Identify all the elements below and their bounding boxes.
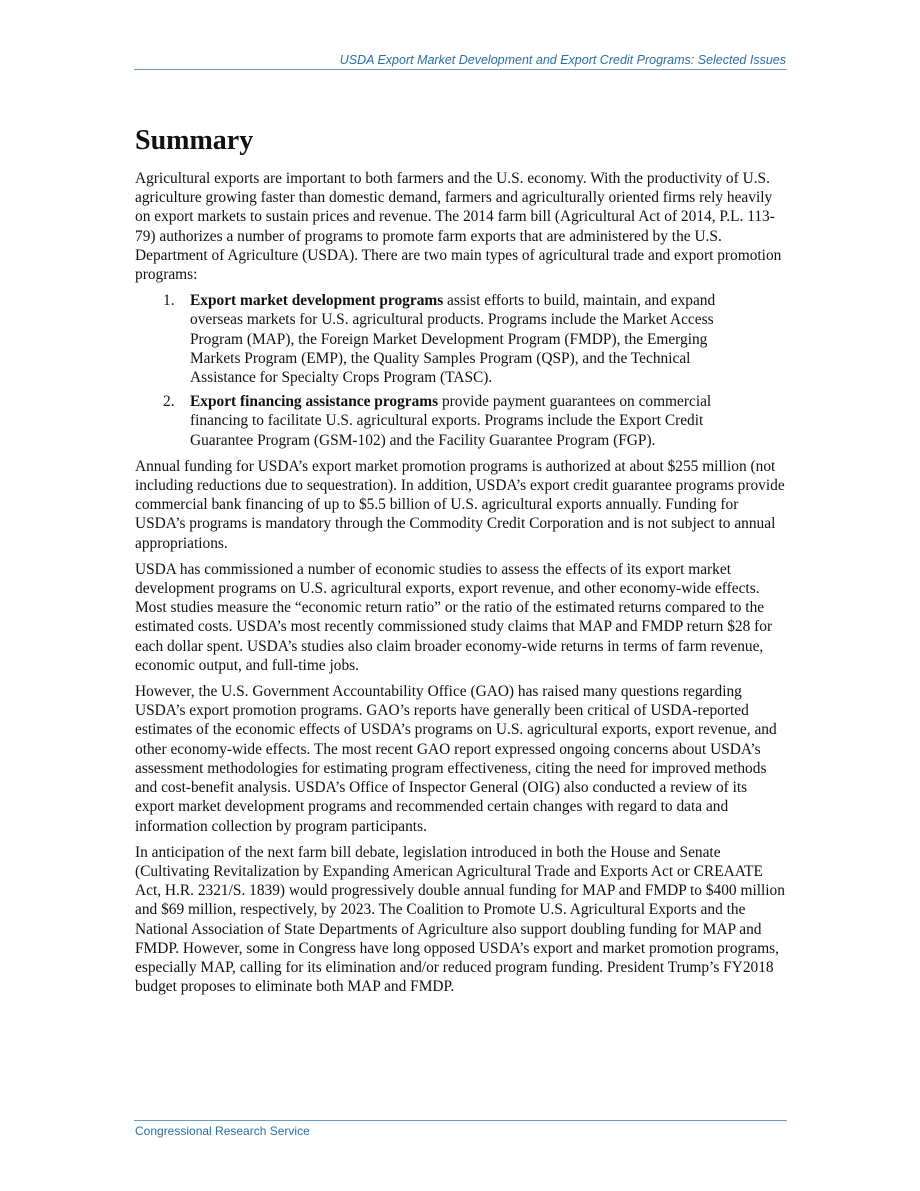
list-item — [135, 392, 725, 450]
list-item-term: Export market development programs — [190, 292, 444, 310]
footer-source: Congressional Research Service — [135, 1124, 310, 1138]
farm-bill-paragraph: In anticipation of the next farm bill debate, legislation introduced in both the House and Senate (Cultivating Revitalization by Expanding American Agricultural Trade and Exports Act or CREAATE Act, H.R. 2321/S. 1839) would progressively double annual funding for MAP and FMDP to $400 million and $69 million, respectively, by 2023. The Coalition to Promote U.S. Agricultural Exports and the National Association of State Departments of Agriculture also support doubling funding for MAP and FMDP. However, some in Congress have long opposed USDA’s export and market promotion programs, especially MAP, calling for its elimination and/or reduced program funding. President Trump’s FY2018 budget proposes to eliminate both MAP and FMDP. — [135, 843, 785, 996]
program-types-list — [135, 291, 787, 450]
studies-paragraph: USDA has commissioned a number of economic studies to assess the effects of its export market development programs on U.S. agricultural exports, export revenue, and other economy-wide effects. Most studies measure the “economic return ratio” or the ratio of the estimated returns compared to the estimated costs. USDA’s most recently commissioned study claims that MAP and FMDP return $28 for each dollar spent. USDA’s studies also claim broader economy-wide returns in terms of farm revenue, economic output, and full-time jobs. — [135, 560, 773, 674]
list-item-number: 2. — [163, 393, 175, 411]
list-item-number: 1. — [163, 292, 175, 310]
header-divider — [134, 69, 787, 70]
intro-paragraph: Agricultural exports are important to both farmers and the U.S. economy. With the productivity of U.S. agriculture growing faster than domestic demand, farmers and agriculturally oriented firms rely heavily on export markets to sustain prices and revenue. The 2014 farm bill (Agricultural Act of 2014, P.L. 113-79) authorizes a number of programs to promote farm exports that are administered by the U.S. Department of Agriculture (USDA). There are two main types of agricultural trade and export promotion programs: — [135, 170, 782, 284]
running-header: USDA Export Market Development and Export Credit Programs: Selected Issues — [339, 53, 786, 67]
footer-divider — [134, 1120, 787, 1121]
gao-paragraph: However, the U.S. Government Accountability Office (GAO) has raised many questions regarding USDA’s export promotion programs. GAO’s reports have generally been critical of USDA-reported estimates of the economic effects of USDA’s programs on U.S. agricultural exports, export revenue, and other economy-wide effects. The most recent GAO report expressed ongoing concerns about USDA’s assessment methodologies for estimating program effectiveness, citing the need for improved methods and cost-benefit analysis. USDA’s Office of Inspector General (OIG) also conducted a review of its export market development programs and recommended certain changes with regard to data and information collection by program participants. — [135, 683, 777, 835]
page-title: Summary — [135, 125, 254, 156]
document-body — [135, 122, 787, 1003]
funding-paragraph: Annual funding for USDA’s export market promotion programs is authorized at about $255 million (not including reductions due to sequestration). In addition, USDA’s export credit guarantee programs provide commercial bank financing of up to $5.5 billion of U.S. agricultural exports annually. Funding for USDA’s programs is mandatory through the Commodity Credit Corporation and is not subject to annual appropriations. — [135, 457, 785, 552]
list-item-text: provide payment guarantees on commercial financing to facilitate U.S. agricultural exports. Programs include the Export Credit Guarantee Program (GSM-102) and the Facility Guarantee Program (FGP). — [190, 393, 712, 449]
list-item-text: assist efforts to build, maintain, and expand overseas markets for U.S. agricultural products. Programs include the Market Access Program (MAP), the Foreign Market Development Program (FMDP), the Emerging Markets Program (EMP), the Quality Samples Program (QSP), and the Technical Assistance for Specialty Crops Program (TASC). — [190, 292, 716, 387]
list-item — [135, 291, 725, 387]
list-item-term: Export financing assistance programs — [190, 393, 439, 411]
